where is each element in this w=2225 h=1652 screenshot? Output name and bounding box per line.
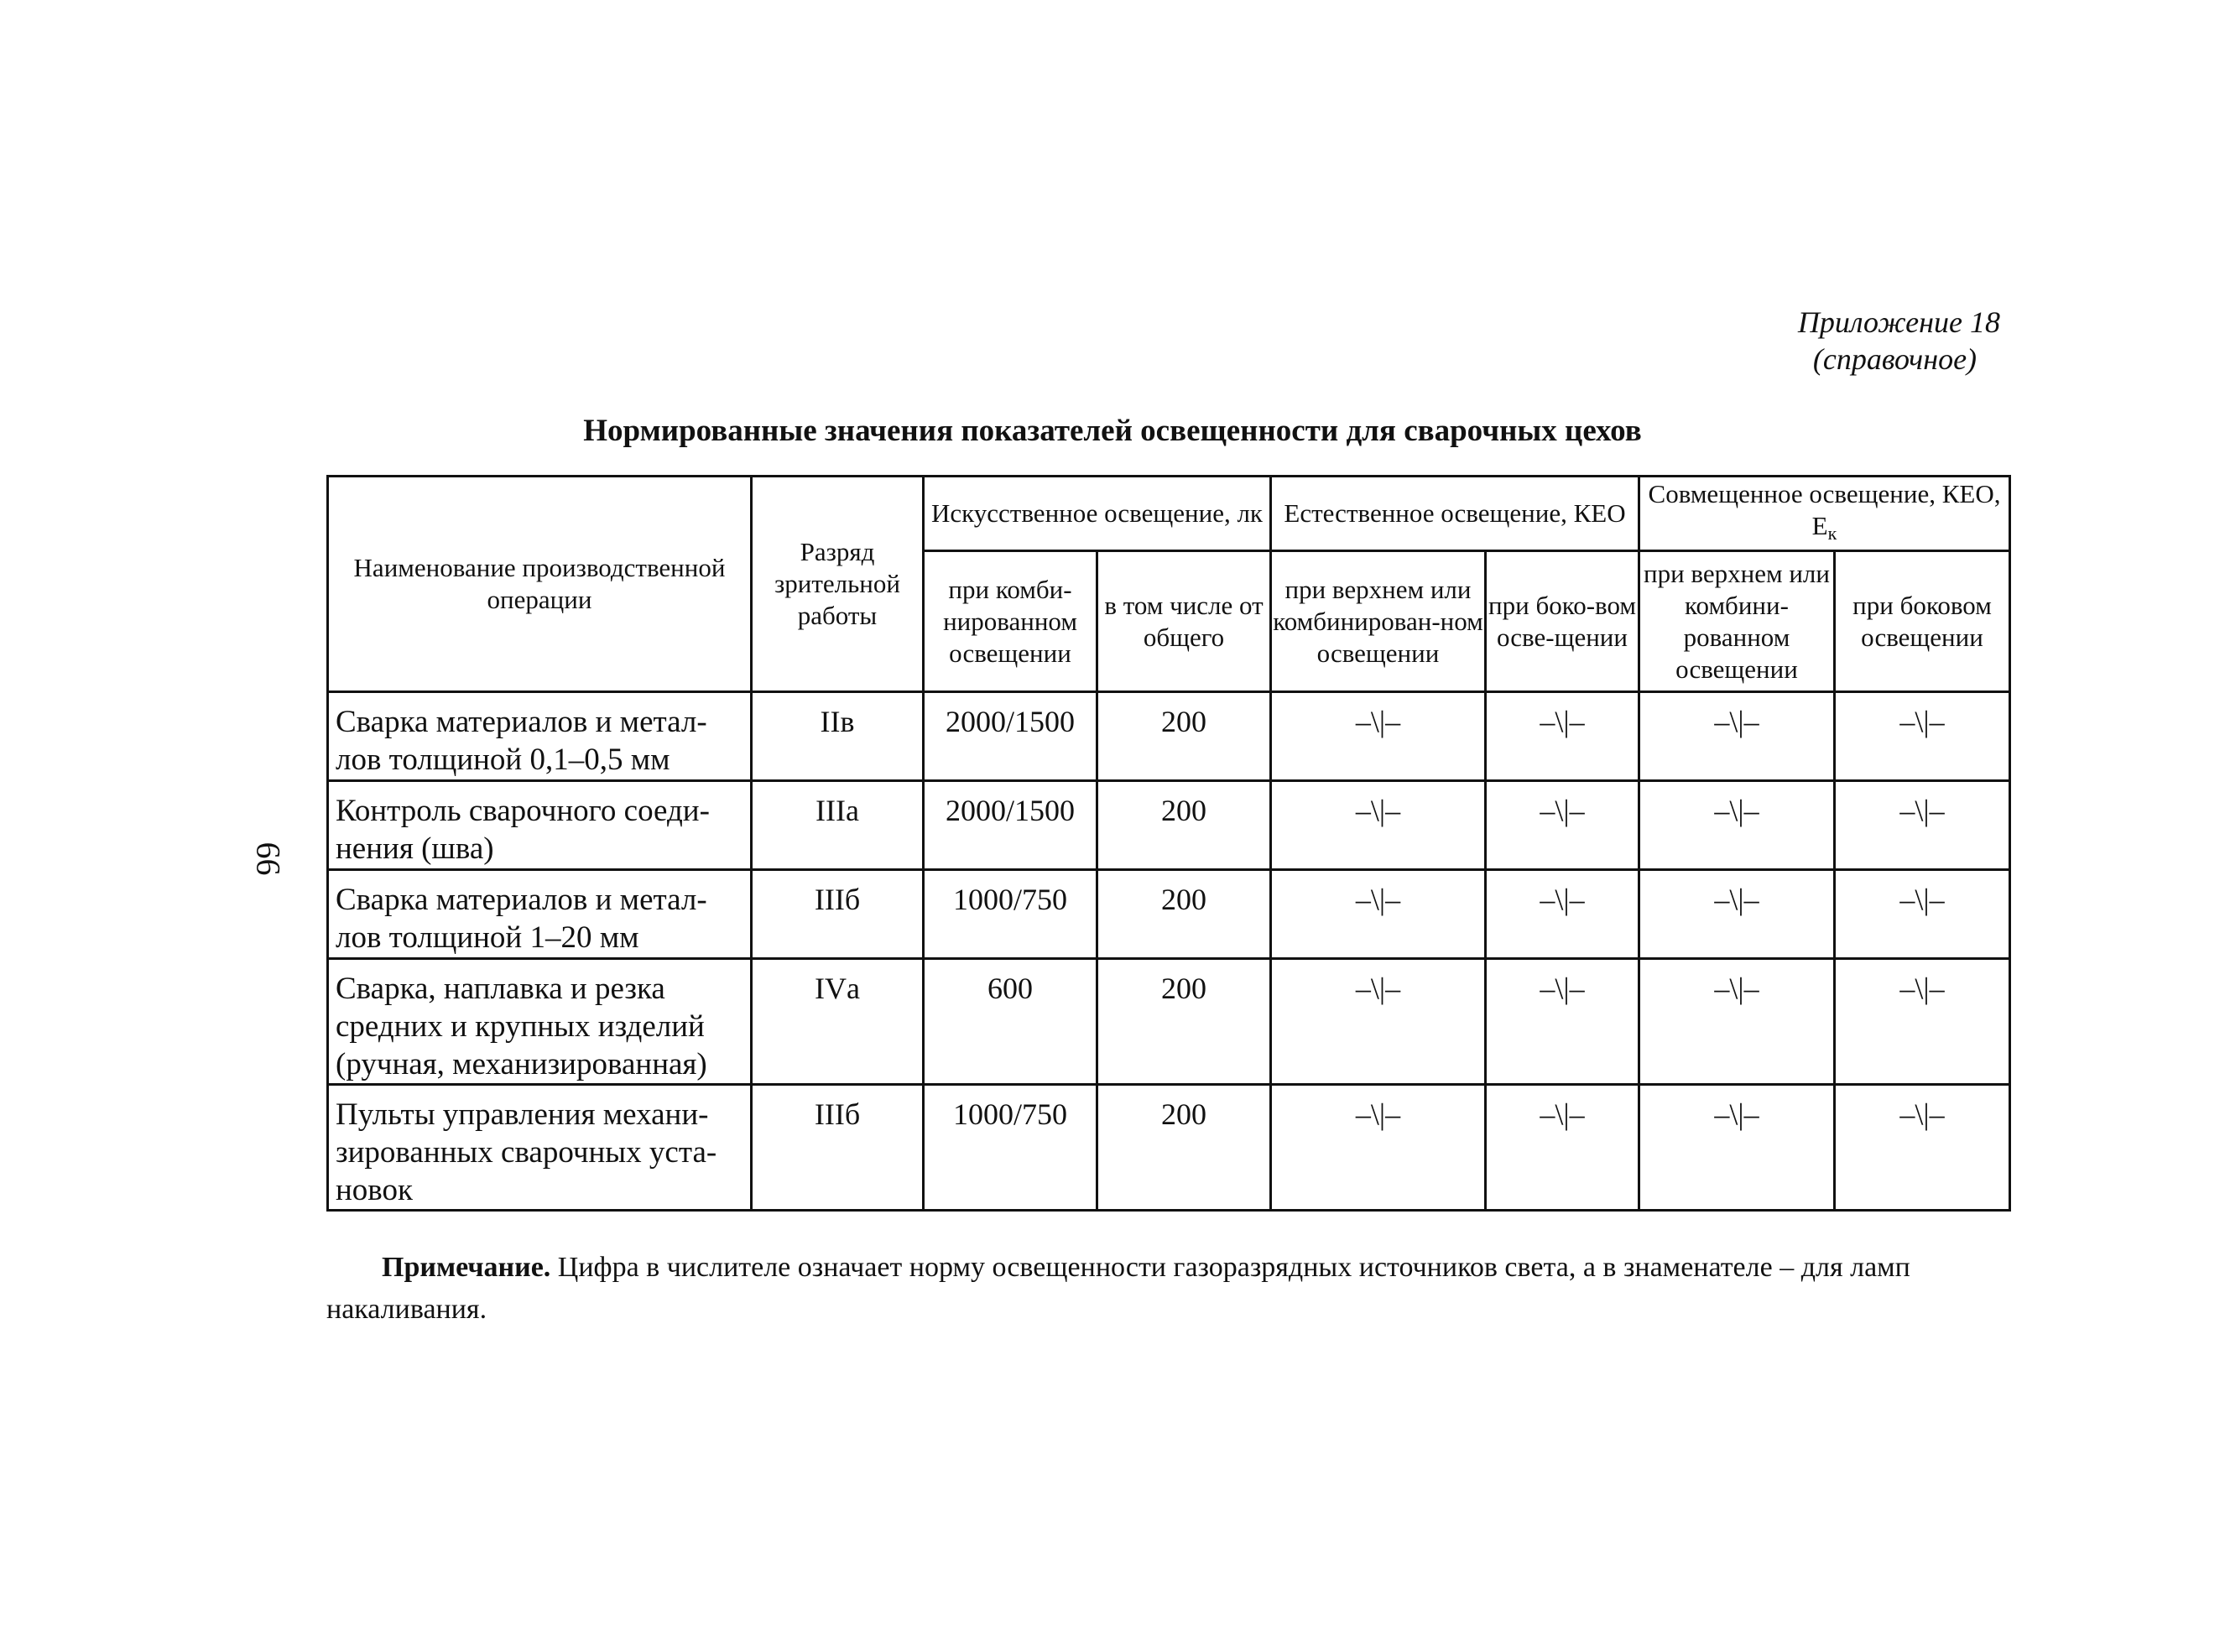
table-note <box>326 1247 2006 1331</box>
cell-combined-side: –\|– <box>1835 870 2010 959</box>
cell-combined-light: 2000/1500 <box>924 692 1097 781</box>
cell-operation: Сварка материалов и метал-лов толщиной 0,1–0,5 мм <box>328 692 752 781</box>
cell-natural-side: –\|– <box>1486 692 1639 781</box>
appendix-number: Приложение 18 <box>1797 305 2000 339</box>
cell-combined-side: –\|– <box>1835 959 2010 1085</box>
header-operation: Наименование производственной операции <box>328 477 752 692</box>
header-combined-text: Совмещенное освещение, КЕО, Е <box>1648 478 2001 540</box>
header-category: Разряд зрительной работы <box>752 477 924 692</box>
table-row <box>328 870 2010 959</box>
cell-combined-top: –\|– <box>1639 1085 1835 1211</box>
cell-combined-top: –\|– <box>1639 781 1835 870</box>
cell-category: IIIб <box>752 1085 924 1211</box>
cell-general: 200 <box>1097 781 1271 870</box>
table-row <box>328 959 2010 1085</box>
header-combined <box>1639 477 2010 551</box>
cell-combined-top: –\|– <box>1639 692 1835 781</box>
header-combined-side: при боковом освещении <box>1835 551 2010 692</box>
table-title: Нормированные значения показателей освещенности для сварочных цехов <box>583 414 1642 448</box>
note-text: Цифра в числителе означает норму освещенности газоразрядных источников света, а в знаменателе – для ламп накаливания. <box>326 1252 1910 1325</box>
appendix-label <box>1790 304 2000 378</box>
note-label: Примечание. <box>382 1252 551 1283</box>
cell-combined-light: 1000/750 <box>924 1085 1097 1211</box>
cell-combined-top: –\|– <box>1639 870 1835 959</box>
cell-natural-top: –\|– <box>1271 1085 1486 1211</box>
header-natural-side: при боко-вом осве-щении <box>1486 551 1639 692</box>
cell-natural-top: –\|– <box>1271 959 1486 1085</box>
header-combined-top: при верхнем или комбини-рованном освещении <box>1639 551 1835 692</box>
header-artificial: Искусственное освещение, лк <box>924 477 1271 551</box>
cell-combined-side: –\|– <box>1835 1085 2010 1211</box>
header-artificial-general: в том числе от общего <box>1097 551 1271 692</box>
cell-natural-top: –\|– <box>1271 781 1486 870</box>
header-artificial-combined: при комби-нированном освещении <box>924 551 1097 692</box>
cell-combined-side: –\|– <box>1835 692 2010 781</box>
cell-combined-side: –\|– <box>1835 781 2010 870</box>
cell-natural-side: –\|– <box>1486 870 1639 959</box>
cell-natural-top: –\|– <box>1271 692 1486 781</box>
header-combined-subscript: к <box>1827 522 1837 544</box>
cell-general: 200 <box>1097 959 1271 1085</box>
cell-general: 200 <box>1097 1085 1271 1211</box>
header-row-1 <box>328 477 2010 551</box>
cell-general: 200 <box>1097 870 1271 959</box>
cell-general: 200 <box>1097 692 1271 781</box>
cell-category: IIв <box>752 692 924 781</box>
cell-operation: Сварка, наплавка и резка средних и крупных изделий (ручная, механизированная) <box>328 959 752 1085</box>
cell-combined-top: –\|– <box>1639 959 1835 1085</box>
cell-category: IIIа <box>752 781 924 870</box>
cell-category: IIIб <box>752 870 924 959</box>
cell-natural-side: –\|– <box>1486 1085 1639 1211</box>
cell-natural-side: –\|– <box>1486 781 1639 870</box>
cell-combined-light: 600 <box>924 959 1097 1085</box>
cell-operation: Контроль сварочного соеди-нения (шва) <box>328 781 752 870</box>
cell-natural-side: –\|– <box>1486 959 1639 1085</box>
illumination-norms-table <box>326 475 2011 1212</box>
table-row <box>328 1085 2010 1211</box>
table-row <box>328 781 2010 870</box>
header-natural: Естественное освещение, КЕО <box>1271 477 1639 551</box>
table-row <box>328 692 2010 781</box>
header-natural-top: при верхнем или комбинирован-ном освещении <box>1271 551 1486 692</box>
page-number: 66 <box>249 842 288 876</box>
cell-operation: Пульты управления механи-зированных сварочных уста-новок <box>328 1085 752 1211</box>
cell-category: IVа <box>752 959 924 1085</box>
cell-combined-light: 1000/750 <box>924 870 1097 959</box>
cell-combined-light: 2000/1500 <box>924 781 1097 870</box>
cell-operation: Сварка материалов и метал-лов толщиной 1–20 мм <box>328 870 752 959</box>
cell-natural-top: –\|– <box>1271 870 1486 959</box>
appendix-type: (справочное) <box>1812 342 1977 376</box>
